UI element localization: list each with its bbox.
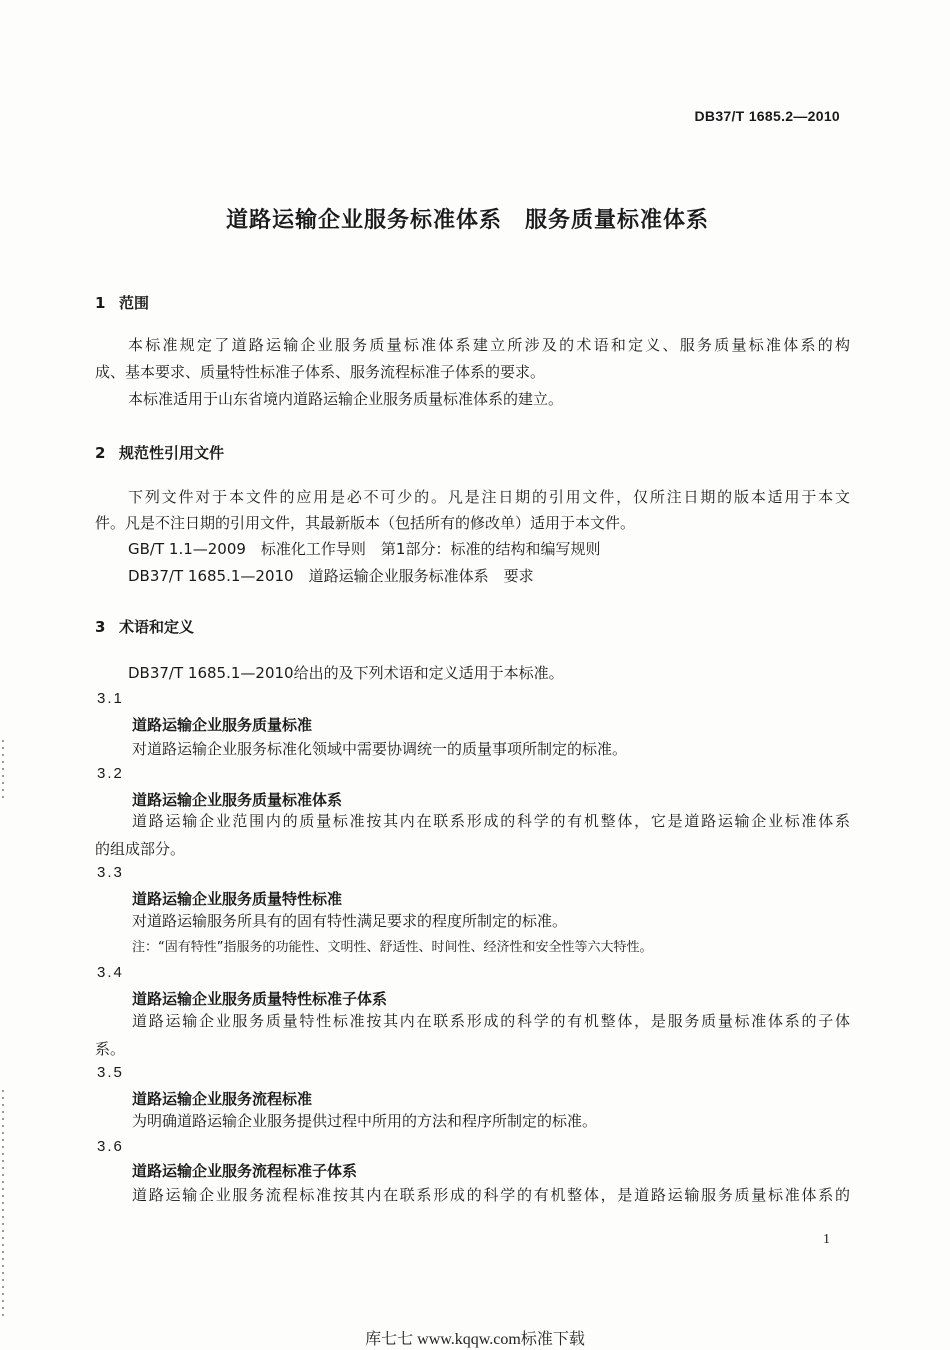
term-definition: 对道路运输企业服务标准化领域中需要协调统一的质量事项所制定的标准。 bbox=[132, 740, 628, 758]
paragraph: 本标准适用于山东省境内道路运输企业服务质量标准体系的建立。 bbox=[128, 390, 564, 408]
paragraph-line: 本标准规定了道路运输企业服务质量标准体系建立所涉及的术语和定义、服务质量标准体系的构 bbox=[128, 336, 850, 354]
term-number: 3.6 bbox=[97, 1138, 124, 1155]
reference-item: DB37/T 1685.1—2010 道路运输企业服务标准体系 要求 bbox=[128, 567, 534, 585]
paragraph-line: 成、基本要求、质量特性标准子体系、服务流程标准子体系的要求。 bbox=[95, 363, 546, 381]
section-title: 范围 bbox=[119, 294, 150, 312]
term-definition-line: 道路运输企业范围内的质量标准按其内在联系形成的科学的有机整体，它是道路运输企业标准体系 bbox=[132, 812, 850, 830]
paragraph-line: 件。凡是不注日期的引用文件，其最新版本（包括所有的修改单）适用于本文件。 bbox=[95, 514, 636, 532]
term-definition-line: 系。 bbox=[95, 1040, 126, 1058]
term-definition: 对道路运输服务所具有的固有特性满足要求的程度所制定的标准。 bbox=[132, 912, 568, 930]
section-number: 1 bbox=[95, 294, 106, 312]
term-definition-line: 道路运输企业服务质量特性标准按其内在联系形成的科学的有机整体，是服务质量标准体系的子体 bbox=[132, 1012, 850, 1030]
section-number: 3 bbox=[95, 618, 106, 636]
term-note: 注：“固有特性”指服务的功能性、文明性、舒适性、时间性、经济性和安全性等六大特性。 bbox=[132, 940, 653, 955]
term-heading: 道路运输企业服务质量特性标准 bbox=[132, 890, 343, 908]
term-definition-line: 道路运输企业服务流程标准按其内在联系形成的科学的有机整体，是道路运输服务质量标准体系的 bbox=[132, 1186, 850, 1204]
term-number: 3.5 bbox=[97, 1064, 124, 1081]
section-3-heading bbox=[95, 616, 194, 637]
scan-edge-mark bbox=[2, 740, 4, 800]
term-number: 3.2 bbox=[97, 765, 124, 782]
term-heading: 道路运输企业服务流程标准子体系 bbox=[132, 1162, 358, 1180]
term-definition-line: 的组成部分。 bbox=[95, 840, 186, 858]
section-1-heading bbox=[95, 292, 149, 313]
term-number: 3.4 bbox=[97, 964, 124, 981]
term-heading: 道路运输企业服务质量特性标准子体系 bbox=[132, 990, 388, 1008]
section-title: 术语和定义 bbox=[119, 618, 195, 636]
section-number: 2 bbox=[95, 444, 106, 462]
page-number: 1 bbox=[823, 1232, 830, 1247]
term-definition: 为明确道路运输企业服务提供过程中所用的方法和程序所制定的标准。 bbox=[132, 1112, 598, 1130]
term-heading: 道路运输企业服务流程标准 bbox=[132, 1090, 313, 1108]
paragraph: DB37/T 1685.1—2010给出的及下列术语和定义适用于本标准。 bbox=[128, 664, 564, 682]
watermark-footer: 库七七 www.kqqw.com标准下载 bbox=[365, 1331, 585, 1348]
term-number: 3.1 bbox=[97, 690, 124, 707]
section-2-heading bbox=[95, 442, 224, 463]
paragraph-line: 下列文件对于本文件的应用是必不可少的。凡是注日期的引用文件，仅所注日期的版本适用于本文 bbox=[128, 488, 850, 506]
scan-edge-mark bbox=[2, 1090, 4, 1320]
term-heading: 道路运输企业服务质量标准体系 bbox=[132, 791, 343, 809]
reference-item: GB/T 1.1—2009 标准化工作导则 第1部分：标准的结构和编写规则 bbox=[128, 540, 601, 558]
section-title: 规范性引用文件 bbox=[119, 444, 225, 462]
document-code: DB37/T 1685.2—2010 bbox=[694, 108, 840, 124]
term-number: 3.3 bbox=[97, 864, 124, 881]
document-title: 道路运输企业服务标准体系 服务质量标准体系 bbox=[225, 208, 709, 233]
term-heading: 道路运输企业服务质量标准 bbox=[132, 716, 313, 734]
